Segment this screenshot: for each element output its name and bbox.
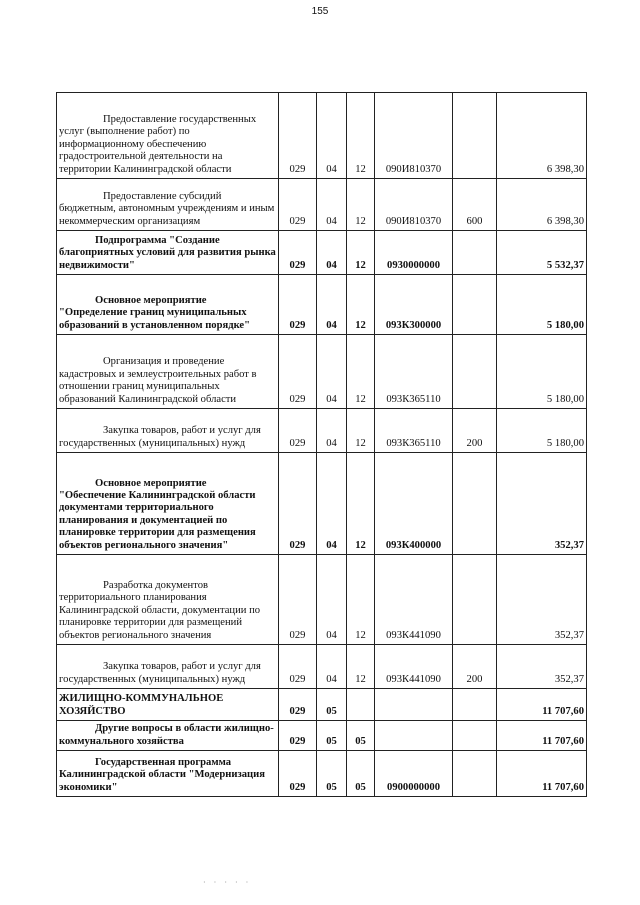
- row-subsection-code: 05: [347, 721, 375, 751]
- table-row: [57, 645, 587, 689]
- row-subsection-code: 12: [347, 93, 375, 179]
- row-section-code: 04: [317, 453, 347, 555]
- row-ved-code: 029: [279, 689, 317, 721]
- row-amount: 5 180,00: [497, 409, 587, 453]
- row-amount: 5 532,37: [497, 231, 587, 275]
- row-ved-code: 029: [279, 453, 317, 555]
- row-name: Предоставление субсидий бюджетным, автономным учреждениям и иным некоммерческим организациям: [57, 179, 279, 231]
- row-subsection-code: 12: [347, 409, 375, 453]
- row-section-code: 05: [317, 721, 347, 751]
- table-row: [57, 409, 587, 453]
- row-ved-code: 029: [279, 179, 317, 231]
- row-section-code: 04: [317, 409, 347, 453]
- row-target-item-code: 0900000000: [375, 751, 453, 797]
- row-target-item-code: 093К365110: [375, 409, 453, 453]
- row-name: Другие вопросы в области жилищно-коммунального хозяйства: [57, 721, 279, 751]
- row-subsection-code: 05: [347, 751, 375, 797]
- row-section-code: 04: [317, 179, 347, 231]
- row-section-code: 05: [317, 751, 347, 797]
- row-name: Основное мероприятие "Обеспечение Калининградской области документами территориального планирования и документацией по планировке территории для размещения объектов регионального значения": [57, 453, 279, 555]
- table-body: [57, 93, 587, 797]
- row-expense-type-code: [453, 275, 497, 335]
- row-ved-code: 029: [279, 335, 317, 409]
- row-subsection-code: 12: [347, 179, 375, 231]
- row-section-code: 04: [317, 275, 347, 335]
- table-row: [57, 275, 587, 335]
- row-target-item-code: 093К400000: [375, 453, 453, 555]
- row-ved-code: 029: [279, 275, 317, 335]
- row-expense-type-code: [453, 721, 497, 751]
- row-section-code: 04: [317, 335, 347, 409]
- table-row: [57, 453, 587, 555]
- row-section-code: 05: [317, 689, 347, 721]
- row-ved-code: 029: [279, 231, 317, 275]
- scan-artifact: · · · · ·: [203, 878, 252, 887]
- row-subsection-code: 12: [347, 645, 375, 689]
- row-amount: 352,37: [497, 453, 587, 555]
- row-amount: 6 398,30: [497, 93, 587, 179]
- table-row: [57, 721, 587, 751]
- row-subsection-code: 12: [347, 275, 375, 335]
- table-row: [57, 689, 587, 721]
- row-amount: 6 398,30: [497, 179, 587, 231]
- row-name: Закупка товаров, работ и услуг для государственных (муниципальных) нужд: [57, 645, 279, 689]
- row-target-item-code: 090И810370: [375, 93, 453, 179]
- page-number: 155: [311, 6, 329, 17]
- row-ved-code: 029: [279, 721, 317, 751]
- row-target-item-code: 093К365110: [375, 335, 453, 409]
- row-name: Разработка документов территориального планирования Калининградской области, документации по планировке территории для размещений объектов регионального значения: [57, 555, 279, 645]
- row-ved-code: 029: [279, 93, 317, 179]
- row-target-item-code: 093К441090: [375, 645, 453, 689]
- row-target-item-code: 090И810370: [375, 179, 453, 231]
- row-expense-type-code: [453, 453, 497, 555]
- row-expense-type-code: 200: [453, 645, 497, 689]
- row-target-item-code: [375, 721, 453, 751]
- row-name: Предоставление государственных услуг (выполнение работ) по информационному обеспечению градостроительной деятельности на территории Калининградской области: [57, 93, 279, 179]
- row-expense-type-code: [453, 93, 497, 179]
- row-section-code: 04: [317, 555, 347, 645]
- row-expense-type-code: [453, 751, 497, 797]
- row-amount: 5 180,00: [497, 275, 587, 335]
- row-subsection-code: 12: [347, 335, 375, 409]
- row-expense-type-code: 200: [453, 409, 497, 453]
- row-subsection-code: [347, 689, 375, 721]
- row-section-code: 04: [317, 93, 347, 179]
- row-ved-code: 029: [279, 555, 317, 645]
- row-expense-type-code: [453, 555, 497, 645]
- row-amount: 11 707,60: [497, 689, 587, 721]
- budget-table: [56, 92, 587, 797]
- row-amount: 5 180,00: [497, 335, 587, 409]
- row-amount: 11 707,60: [497, 751, 587, 797]
- row-amount: 352,37: [497, 555, 587, 645]
- row-expense-type-code: 600: [453, 179, 497, 231]
- row-expense-type-code: [453, 689, 497, 721]
- row-name: Основное мероприятие "Определение границ муниципальных образований в установленном порядке": [57, 275, 279, 335]
- row-section-code: 04: [317, 645, 347, 689]
- row-name: ЖИЛИЩНО-КОММУНАЛЬНОЕ ХОЗЯЙСТВО: [57, 689, 279, 721]
- row-name: Государственная программа Калининградской области "Модернизация экономики": [57, 751, 279, 797]
- row-name: Закупка товаров, работ и услуг для государственных (муниципальных) нужд: [57, 409, 279, 453]
- table-row: [57, 555, 587, 645]
- table-row: [57, 231, 587, 275]
- row-amount: 11 707,60: [497, 721, 587, 751]
- row-target-item-code: [375, 689, 453, 721]
- row-ved-code: 029: [279, 751, 317, 797]
- row-section-code: 04: [317, 231, 347, 275]
- table-row: [57, 751, 587, 797]
- row-name: Подпрограмма "Создание благоприятных условий для развития рынка недвижимости": [57, 231, 279, 275]
- row-ved-code: 029: [279, 645, 317, 689]
- row-name: Организация и проведение кадастровых и землеустроительных работ в отношении границ муниципальных образований Калининградской области: [57, 335, 279, 409]
- row-expense-type-code: [453, 231, 497, 275]
- row-amount: 352,37: [497, 645, 587, 689]
- row-subsection-code: 12: [347, 453, 375, 555]
- row-ved-code: 029: [279, 409, 317, 453]
- row-target-item-code: 0930000000: [375, 231, 453, 275]
- row-target-item-code: 093К441090: [375, 555, 453, 645]
- row-subsection-code: 12: [347, 555, 375, 645]
- row-subsection-code: 12: [347, 231, 375, 275]
- table-row: [57, 179, 587, 231]
- row-target-item-code: 093К300000: [375, 275, 453, 335]
- table-row: [57, 335, 587, 409]
- row-expense-type-code: [453, 335, 497, 409]
- table-row: [57, 93, 587, 179]
